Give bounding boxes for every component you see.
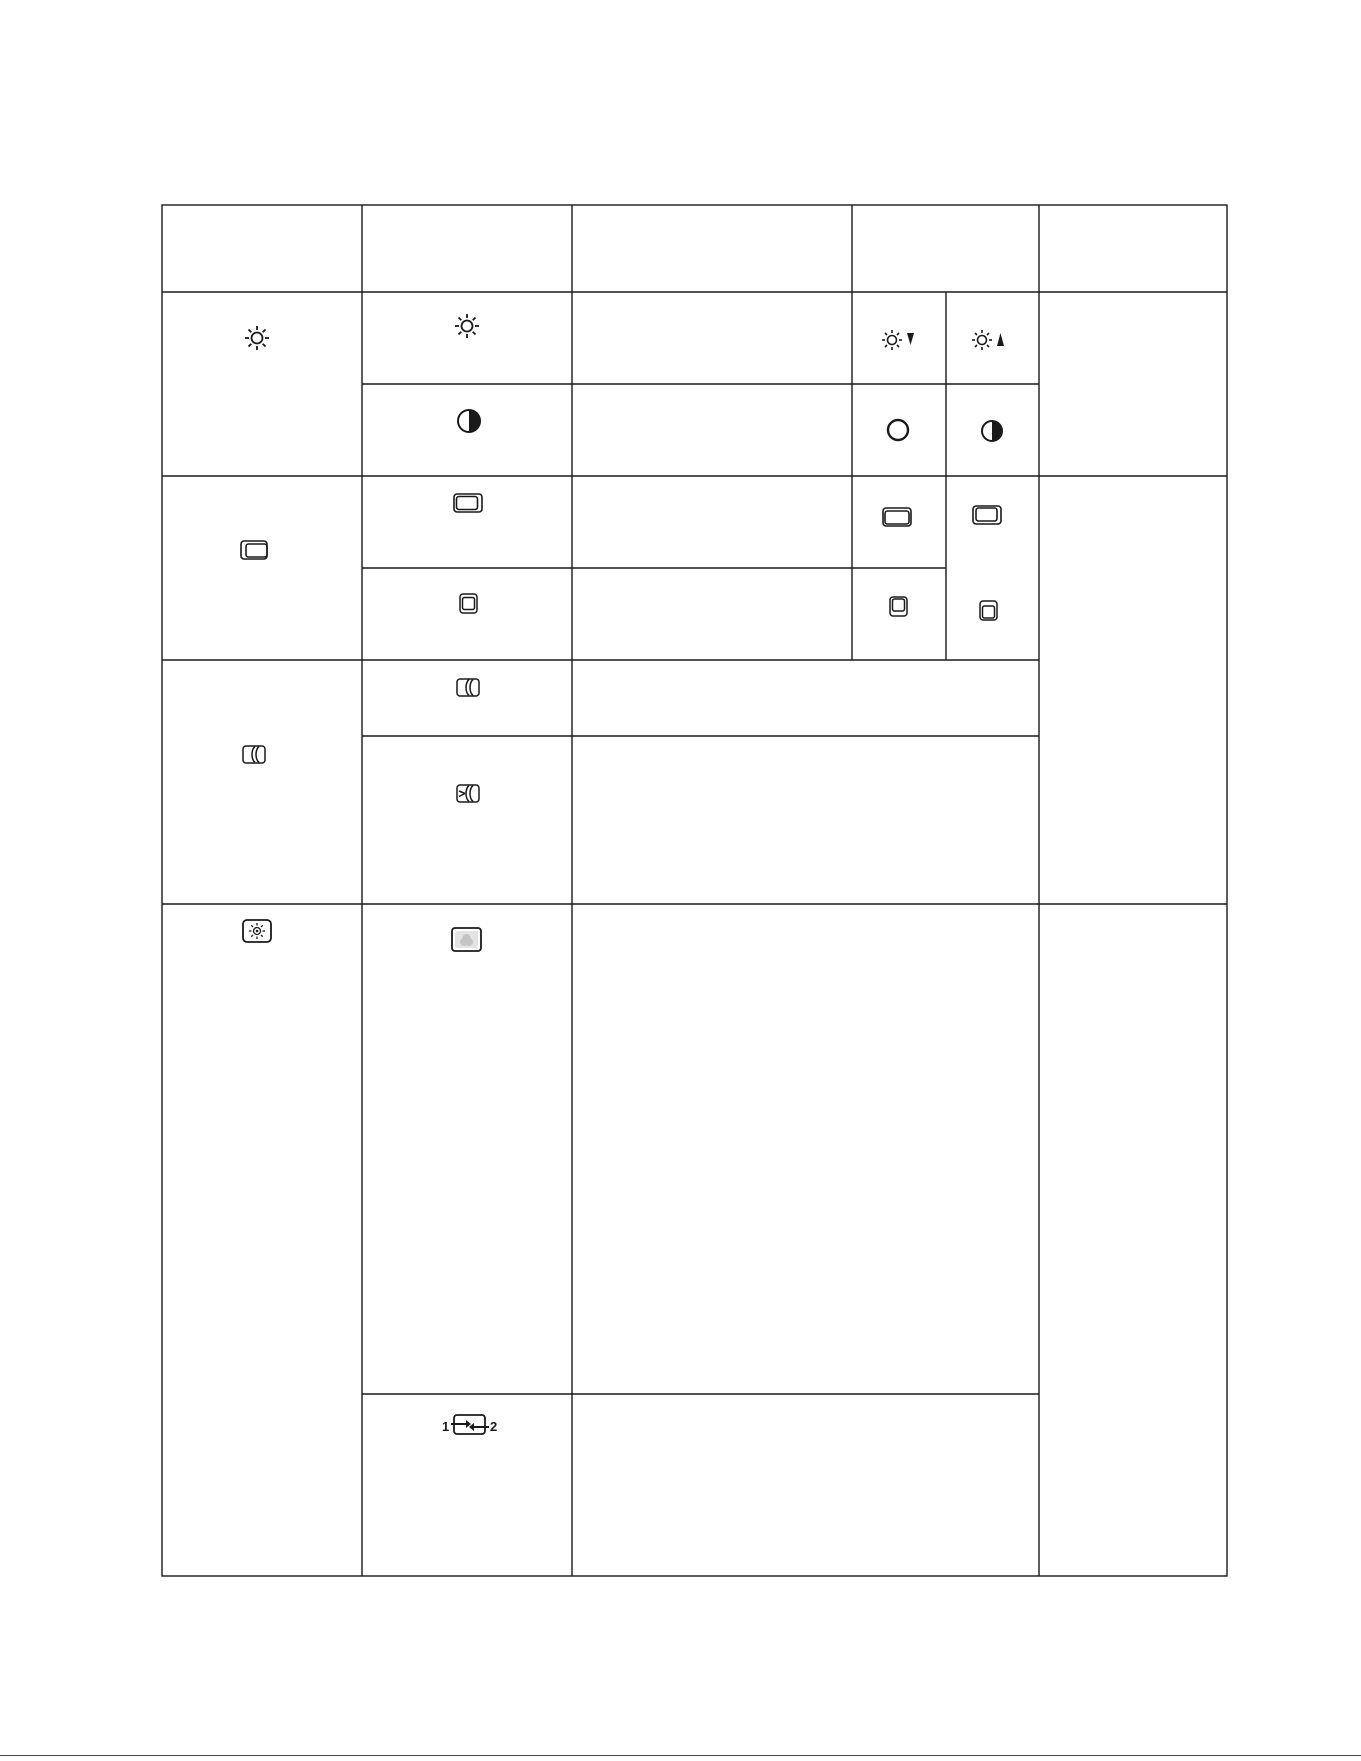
svg-text:2: 2	[490, 1419, 498, 1434]
automatic-image-setup-icon	[456, 677, 482, 699]
vertical-position-down-icon	[979, 600, 999, 622]
horizontal-position-right-icon	[972, 504, 1004, 526]
brightness-increase-icon	[971, 328, 1007, 352]
color-icon	[451, 927, 483, 953]
image-properties-category-icon	[242, 919, 272, 943]
image-position-category-icon	[240, 539, 270, 561]
image-setup-category-icon	[242, 744, 268, 766]
svg-text:1: 1	[442, 1419, 450, 1434]
vertical-position-up-icon	[889, 596, 909, 618]
brightness-sun-icon	[454, 313, 480, 339]
brightness-decrease-icon	[881, 328, 917, 352]
contrast-half-circle-icon	[456, 408, 482, 434]
manual-image-setup-icon	[456, 783, 482, 805]
vertical-position-icon	[459, 593, 479, 615]
contrast-increase-half-circle-icon	[980, 419, 1004, 443]
horizontal-position-icon	[453, 492, 485, 514]
input-signal-switch-icon	[442, 1412, 498, 1438]
contrast-decrease-circle-icon	[886, 418, 910, 442]
horizontal-position-left-icon	[882, 506, 914, 528]
brightness-category-icon	[244, 325, 270, 351]
